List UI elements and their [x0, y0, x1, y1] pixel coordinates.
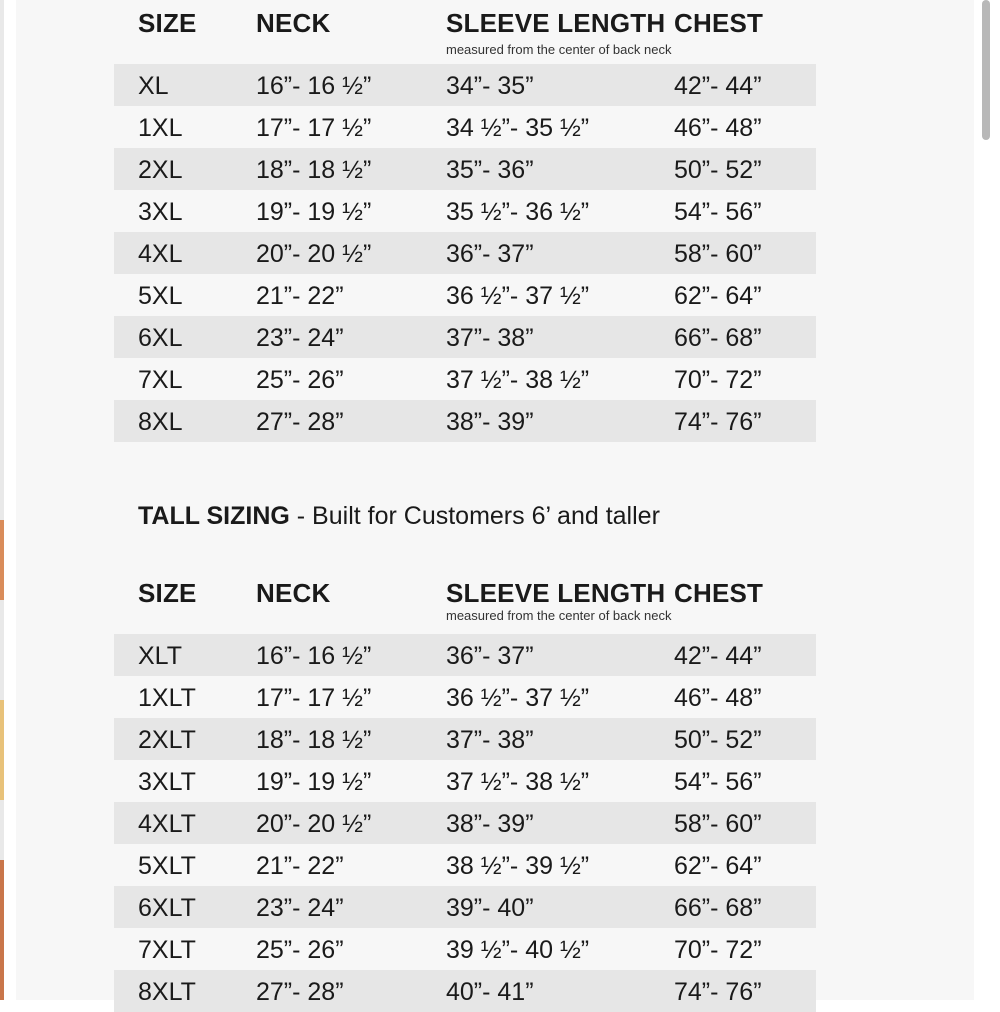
cell-sleeve-length: 37 ½”- 38 ½” — [446, 366, 590, 394]
cell-size: 7XL — [138, 366, 183, 394]
table-row — [114, 274, 816, 316]
cell-neck: 16”- 16 ½” — [256, 642, 372, 670]
cell-size: XLT — [138, 642, 182, 670]
cell-sleeve-length: 34”- 35” — [446, 72, 534, 100]
cell-chest: 66”- 68” — [674, 324, 762, 352]
cell-size: 8XL — [138, 408, 183, 436]
tall-sizing-title-bold: TALL SIZING — [138, 502, 290, 530]
cell-sleeve-length: 39”- 40” — [446, 894, 534, 922]
cell-neck: 20”- 20 ½” — [256, 810, 372, 838]
cell-chest: 62”- 64” — [674, 282, 762, 310]
cell-neck: 16”- 16 ½” — [256, 72, 372, 100]
cell-sleeve-length: 40”- 41” — [446, 978, 534, 1006]
cell-size: XL — [138, 72, 169, 100]
table-row — [114, 802, 816, 844]
cell-sleeve-length: 38 ½”- 39 ½” — [446, 852, 590, 880]
cell-size: 1XLT — [138, 684, 196, 712]
cell-neck: 17”- 17 ½” — [256, 114, 372, 142]
header-neck: NECK — [256, 8, 331, 38]
cell-chest: 50”- 52” — [674, 156, 762, 184]
table-row — [114, 190, 816, 232]
cell-neck: 18”- 18 ½” — [256, 726, 372, 754]
table-row — [114, 844, 816, 886]
edge-accent — [0, 700, 4, 800]
cell-chest: 58”- 60” — [674, 240, 762, 268]
tall-sizing-title — [138, 502, 660, 531]
cell-sleeve-length: 37”- 38” — [446, 726, 534, 754]
scrollbar-thumb[interactable] — [982, 0, 990, 140]
cell-size: 8XLT — [138, 978, 196, 1006]
header-size: SIZE — [138, 578, 197, 608]
cell-size: 3XL — [138, 198, 183, 226]
table-row — [114, 718, 816, 760]
cell-neck: 23”- 24” — [256, 894, 344, 922]
cell-neck: 27”- 28” — [256, 978, 344, 1006]
cell-chest: 74”- 76” — [674, 408, 762, 436]
cell-sleeve-length: 37 ½”- 38 ½” — [446, 768, 590, 796]
cell-chest: 74”- 76” — [674, 978, 762, 1006]
cell-chest: 58”- 60” — [674, 810, 762, 838]
edge-accent — [0, 860, 4, 1000]
cell-size: 4XL — [138, 240, 183, 268]
cell-size: 6XLT — [138, 894, 196, 922]
left-edge-strip — [0, 0, 4, 1000]
header-chest: CHEST — [674, 8, 764, 38]
table-row — [114, 970, 816, 1012]
cell-neck: 21”- 22” — [256, 852, 344, 880]
sleeve-note: measured from the center of back neck — [446, 42, 672, 57]
table-row — [114, 928, 816, 970]
cell-chest: 46”- 48” — [674, 114, 762, 142]
table-row — [114, 148, 816, 190]
header-sleeve-length: SLEEVE LENGTH — [446, 8, 666, 38]
cell-size: 2XLT — [138, 726, 196, 754]
cell-chest: 62”- 64” — [674, 852, 762, 880]
cell-chest: 42”- 44” — [674, 642, 762, 670]
cell-size: 3XLT — [138, 768, 196, 796]
cell-chest: 70”- 72” — [674, 366, 762, 394]
cell-neck: 21”- 22” — [256, 282, 344, 310]
cell-chest: 54”- 56” — [674, 198, 762, 226]
header-chest: CHEST — [674, 578, 764, 608]
cell-neck: 19”- 19 ½” — [256, 198, 372, 226]
header-sleeve-length: SLEEVE LENGTH — [446, 578, 666, 608]
cell-neck: 18”- 18 ½” — [256, 156, 372, 184]
cell-sleeve-length: 36”- 37” — [446, 642, 534, 670]
cell-chest: 54”- 56” — [674, 768, 762, 796]
cell-size: 5XLT — [138, 852, 196, 880]
cell-sleeve-length: 36 ½”- 37 ½” — [446, 282, 590, 310]
cell-chest: 66”- 68” — [674, 894, 762, 922]
cell-neck: 17”- 17 ½” — [256, 684, 372, 712]
header-neck: NECK — [256, 578, 331, 608]
cell-size: 1XL — [138, 114, 183, 142]
cell-neck: 25”- 26” — [256, 936, 344, 964]
tall-size-table — [114, 570, 816, 1012]
table-row — [114, 358, 816, 400]
cell-size: 7XLT — [138, 936, 196, 964]
cell-sleeve-length: 36”- 37” — [446, 240, 534, 268]
cell-neck: 25”- 26” — [256, 366, 344, 394]
cell-sleeve-length: 35”- 36” — [446, 156, 534, 184]
cell-chest: 46”- 48” — [674, 684, 762, 712]
cell-chest: 70”- 72” — [674, 936, 762, 964]
cell-sleeve-length: 34 ½”- 35 ½” — [446, 114, 590, 142]
cell-chest: 42”- 44” — [674, 72, 762, 100]
cell-sleeve-length: 36 ½”- 37 ½” — [446, 684, 590, 712]
edge-accent — [0, 520, 4, 600]
cell-chest: 50”- 52” — [674, 726, 762, 754]
table-row — [114, 886, 816, 928]
cell-sleeve-length: 38”- 39” — [446, 810, 534, 838]
table-header — [114, 570, 816, 634]
table-row — [114, 760, 816, 802]
cell-sleeve-length: 37”- 38” — [446, 324, 534, 352]
cell-neck: 27”- 28” — [256, 408, 344, 436]
table-row — [114, 400, 816, 442]
table-row — [114, 676, 816, 718]
tall-sizing-title-rest: - Built for Customers 6’ and taller — [289, 502, 660, 530]
cell-size: 4XLT — [138, 810, 196, 838]
table-row — [114, 634, 816, 676]
cell-size: 2XL — [138, 156, 183, 184]
cell-sleeve-length: 39 ½”- 40 ½” — [446, 936, 590, 964]
table-row — [114, 232, 816, 274]
table-header — [114, 0, 816, 64]
cell-sleeve-length: 38”- 39” — [446, 408, 534, 436]
cell-neck: 23”- 24” — [256, 324, 344, 352]
cell-sleeve-length: 35 ½”- 36 ½” — [446, 198, 590, 226]
cell-size: 5XL — [138, 282, 183, 310]
cell-neck: 19”- 19 ½” — [256, 768, 372, 796]
table-row — [114, 106, 816, 148]
regular-size-table — [114, 0, 816, 442]
cell-size: 6XL — [138, 324, 183, 352]
table-row — [114, 64, 816, 106]
header-size: SIZE — [138, 8, 197, 38]
sleeve-note: measured from the center of back neck — [446, 608, 672, 623]
table-row — [114, 316, 816, 358]
cell-neck: 20”- 20 ½” — [256, 240, 372, 268]
